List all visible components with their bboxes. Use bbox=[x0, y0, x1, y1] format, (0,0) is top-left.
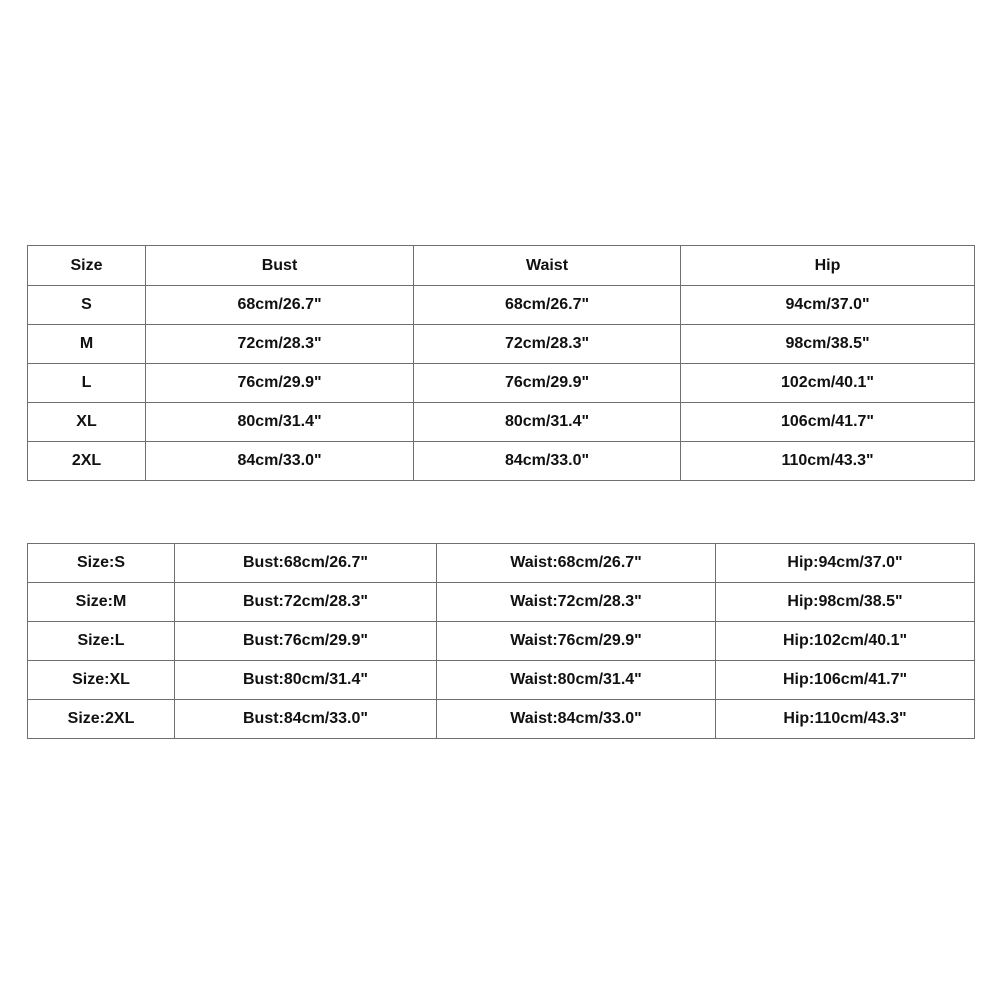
bust-cell: Bust:84cm/33.0" bbox=[175, 700, 437, 739]
size-cell: Size:XL bbox=[28, 661, 175, 700]
size-cell: Size:2XL bbox=[28, 700, 175, 739]
bust-cell: Bust:72cm/28.3" bbox=[175, 583, 437, 622]
hip-cell: 110cm/43.3" bbox=[681, 442, 975, 481]
size-cell: M bbox=[28, 325, 146, 364]
bust-cell: 72cm/28.3" bbox=[146, 325, 414, 364]
size-chart-table bbox=[27, 245, 975, 481]
hip-cell: Hip:98cm/38.5" bbox=[716, 583, 975, 622]
table-header-row bbox=[28, 246, 975, 286]
waist-cell: Waist:76cm/29.9" bbox=[437, 622, 716, 661]
bust-cell: Bust:68cm/26.7" bbox=[175, 544, 437, 583]
table-row bbox=[28, 286, 975, 325]
bust-cell: 80cm/31.4" bbox=[146, 403, 414, 442]
size-cell: Size:M bbox=[28, 583, 175, 622]
waist-cell: 84cm/33.0" bbox=[414, 442, 681, 481]
table-row bbox=[28, 544, 975, 583]
waist-cell: 72cm/28.3" bbox=[414, 325, 681, 364]
table-row bbox=[28, 364, 975, 403]
waist-cell: Waist:80cm/31.4" bbox=[437, 661, 716, 700]
size-detail-table bbox=[27, 543, 975, 739]
waist-cell: Waist:72cm/28.3" bbox=[437, 583, 716, 622]
hip-cell: 94cm/37.0" bbox=[681, 286, 975, 325]
hip-cell: Hip:102cm/40.1" bbox=[716, 622, 975, 661]
waist-cell: 80cm/31.4" bbox=[414, 403, 681, 442]
table-row bbox=[28, 403, 975, 442]
size-cell: Size:S bbox=[28, 544, 175, 583]
bust-cell: 84cm/33.0" bbox=[146, 442, 414, 481]
hip-cell: 98cm/38.5" bbox=[681, 325, 975, 364]
header-bust: Bust bbox=[146, 246, 414, 286]
hip-cell: 102cm/40.1" bbox=[681, 364, 975, 403]
table-row bbox=[28, 442, 975, 481]
table-row bbox=[28, 661, 975, 700]
table-row bbox=[28, 622, 975, 661]
waist-cell: Waist:84cm/33.0" bbox=[437, 700, 716, 739]
table-row bbox=[28, 700, 975, 739]
header-size: Size bbox=[28, 246, 146, 286]
hip-cell: Hip:106cm/41.7" bbox=[716, 661, 975, 700]
header-hip: Hip bbox=[681, 246, 975, 286]
table-row bbox=[28, 583, 975, 622]
waist-cell: 68cm/26.7" bbox=[414, 286, 681, 325]
size-cell: 2XL bbox=[28, 442, 146, 481]
header-waist: Waist bbox=[414, 246, 681, 286]
hip-cell: 106cm/41.7" bbox=[681, 403, 975, 442]
hip-cell: Hip:94cm/37.0" bbox=[716, 544, 975, 583]
size-cell: XL bbox=[28, 403, 146, 442]
size-cell: L bbox=[28, 364, 146, 403]
waist-cell: Waist:68cm/26.7" bbox=[437, 544, 716, 583]
bust-cell: Bust:76cm/29.9" bbox=[175, 622, 437, 661]
size-cell: S bbox=[28, 286, 146, 325]
size-cell: Size:L bbox=[28, 622, 175, 661]
table-row bbox=[28, 325, 975, 364]
bust-cell: 68cm/26.7" bbox=[146, 286, 414, 325]
hip-cell: Hip:110cm/43.3" bbox=[716, 700, 975, 739]
waist-cell: 76cm/29.9" bbox=[414, 364, 681, 403]
bust-cell: Bust:80cm/31.4" bbox=[175, 661, 437, 700]
bust-cell: 76cm/29.9" bbox=[146, 364, 414, 403]
